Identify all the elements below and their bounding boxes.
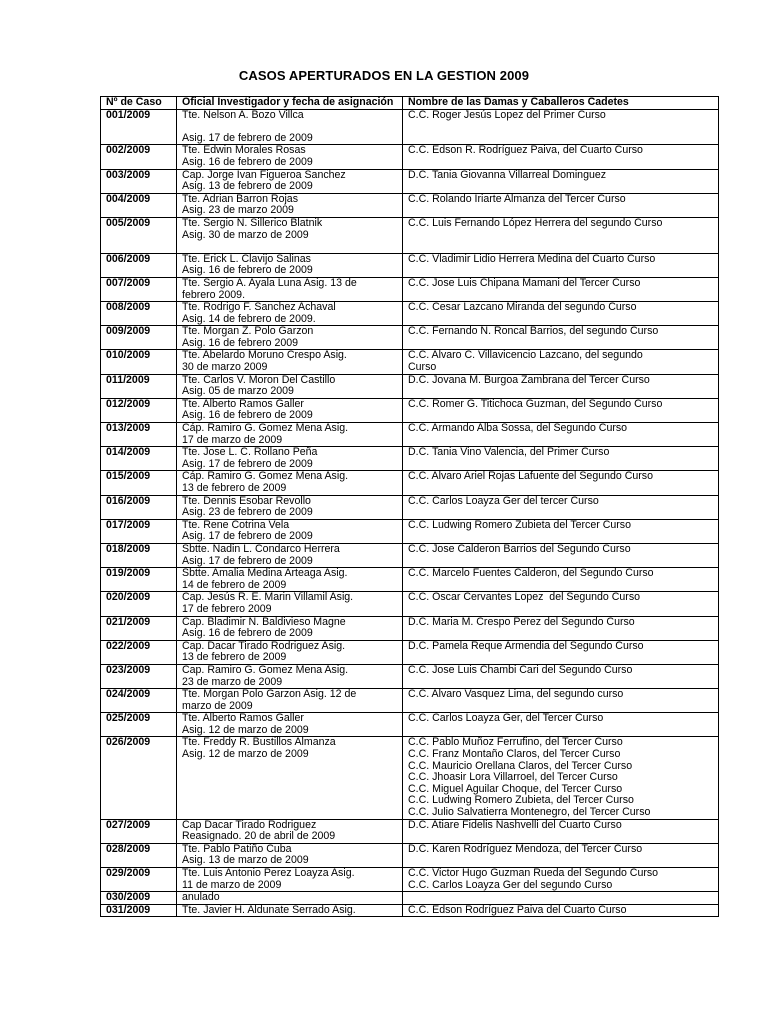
officer-line: Cap Dacar Tirado Rodriguez	[182, 819, 317, 831]
cadet-line: C.C. Carlos Loayza Ger, del Tercer Curso	[408, 713, 604, 725]
officer-line: Asig. 13 de marzo de 2009	[182, 855, 309, 867]
officer-cell	[177, 892, 403, 905]
cadet-line: C.C. Carlos Loayza Ger del segundo Curso	[408, 879, 613, 891]
case-number-cell: 028/2009	[101, 843, 177, 867]
cadet-line: C.C. Roger Jesús Lopez del Primer Curso	[408, 109, 606, 121]
header-line: asignación	[338, 96, 394, 108]
case-number-cell: 026/2009	[101, 737, 177, 819]
cadets-cell	[403, 217, 719, 253]
officer-line: Cap. Jorge Ivan Figueroa Sanchez	[182, 169, 346, 181]
officer-cell	[177, 374, 403, 398]
cadet-line: C.C. Ludwing Romero Zubieta del Tercer Curso	[408, 519, 631, 531]
officer-cell	[177, 109, 403, 145]
officer-line: Asig. 14 de febrero de 2009.	[182, 313, 316, 325]
officer-line: 30 de marzo 2009	[182, 362, 268, 374]
officer-line: Tte. Javier H. Aldunate Serrado Asig.	[182, 904, 356, 916]
officer-cell	[177, 819, 403, 843]
officer-line: Asig. 05 de marzo 2009	[182, 386, 294, 398]
officer-line: Tte. Sergio A. Ayala Luna Asig. 13 de	[182, 277, 357, 289]
table-row	[101, 471, 719, 495]
officer-cell	[177, 193, 403, 217]
cadets-cell	[403, 616, 719, 640]
case-number-cell: 003/2009	[101, 169, 177, 193]
case-number-cell: 020/2009	[101, 592, 177, 616]
table-row	[101, 277, 719, 301]
case-number-cell: 023/2009	[101, 664, 177, 688]
table-row	[101, 495, 719, 519]
officer-line: Asig. 17 de febrero de 2009	[182, 531, 313, 543]
cadet-line: D.C. Jovana M. Burgoa Zambrana del Tercer Curso	[408, 374, 650, 386]
cadets-cell	[403, 543, 719, 567]
cadets-cell	[403, 277, 719, 301]
case-number-cell: 004/2009	[101, 193, 177, 217]
officer-line: Tte. Adrian Barron Rojas	[182, 193, 298, 205]
table-row	[101, 169, 719, 193]
officer-cell	[177, 217, 403, 253]
table-row	[101, 423, 719, 447]
cadet-line: D.C. Atiare Fidelis Nashvelli del Cuarto Curso	[408, 819, 622, 831]
officer-cell	[177, 868, 403, 892]
officer-cell	[177, 350, 403, 374]
case-number-cell: 018/2009	[101, 543, 177, 567]
table-row	[101, 145, 719, 169]
officer-line: 17 de febrero 2009	[182, 603, 272, 615]
case-number-cell: 010/2009	[101, 350, 177, 374]
cadets-cell	[403, 592, 719, 616]
table-row	[101, 217, 719, 253]
table-row	[101, 843, 719, 867]
table-row	[101, 737, 719, 819]
document-title: CASOS APERTURADOS EN LA GESTION 2009	[238, 68, 530, 83]
cadets-cell	[403, 326, 719, 350]
officer-line	[182, 241, 402, 253]
table-row	[101, 819, 719, 843]
cadet-line: C.C. Jose Luis Chambi Cari del Segundo Curso	[408, 664, 633, 676]
case-number-cell: 012/2009	[101, 398, 177, 422]
table-row	[101, 193, 719, 217]
table-row	[101, 109, 719, 145]
officer-line: Cap. Ramiro G. Gomez Mena Asig.	[182, 664, 349, 676]
table-row	[101, 326, 719, 350]
table-row	[101, 904, 719, 917]
table-row	[101, 374, 719, 398]
case-number-cell: 016/2009	[101, 495, 177, 519]
case-number-cell: 024/2009	[101, 689, 177, 713]
case-number-cell: 031/2009	[101, 904, 177, 917]
cadets-cell	[403, 109, 719, 145]
cadet-line	[408, 892, 718, 904]
officer-cell	[177, 616, 403, 640]
cadet-line: C.C. Mauricio Orellana Claros, del Tercer Curso	[408, 760, 633, 772]
officer-line: Tte. Rene Cotrina Vela	[182, 519, 290, 531]
cadet-line: C.C. Rolando Iriarte Almanza del Tercer Curso	[408, 193, 626, 205]
officer-line: Cáp. Ramiro G. Gomez Mena Asig.	[182, 423, 349, 435]
officer-line: anulado	[182, 892, 220, 904]
cadets-cell	[403, 664, 719, 688]
officer-cell	[177, 904, 403, 917]
table-row	[101, 892, 719, 905]
table-row	[101, 616, 719, 640]
cadet-line: D.C. Pamela Reque Armendia del Segundo Curso	[408, 640, 644, 652]
cadet-line: C.C. Oscar Cervantes Lopez del Segundo Curso	[408, 592, 641, 604]
officer-line: 14 de febrero de 2009	[182, 579, 287, 591]
case-number-cell: 030/2009	[101, 892, 177, 905]
cadets-cell	[403, 843, 719, 867]
header-cadets	[403, 97, 719, 110]
cadets-cell	[403, 713, 719, 737]
table-row	[101, 543, 719, 567]
cadet-line: D.C. Tania Vino Valencia, del Primer Curso	[408, 447, 610, 459]
case-number-cell: 019/2009	[101, 568, 177, 592]
case-number-cell: 009/2009	[101, 326, 177, 350]
cadets-cell	[403, 398, 719, 422]
officer-line: Tte. Edwin Morales Rosas	[182, 145, 306, 157]
cadets-cell	[403, 892, 719, 905]
cadets-cell	[403, 423, 719, 447]
case-number-cell: 005/2009	[101, 217, 177, 253]
officer-cell	[177, 447, 403, 471]
officer-line: marzo de 2009	[182, 700, 253, 712]
officer-line: Cáp. Ramiro G. Gomez Mena Asig.	[182, 471, 349, 483]
cases-table	[100, 96, 719, 917]
cadet-line: C.C. Julio Salvatierra Montenegro, del Tercer Curso	[408, 807, 651, 819]
table-header-row	[101, 97, 719, 110]
cadet-line: C.C. Marcelo Fuentes Calderon, del Segundo Curso	[408, 568, 654, 580]
cadet-line: C.C. Alvaro Ariel Rojas Lafuente del Segundo Curso	[408, 471, 653, 483]
officer-line: Tte. Erick L. Clavijo Salinas	[182, 253, 311, 265]
officer-cell	[177, 568, 403, 592]
table-row	[101, 253, 719, 277]
cadets-cell	[403, 868, 719, 892]
officer-line: Tte. Nelson A. Bozo Villca	[182, 109, 304, 121]
header-case-number	[101, 97, 177, 110]
cadet-line: C.C. Armando Alba Sossa, del Segundo Curso	[408, 423, 628, 435]
officer-line: Cap. Bladimir N. Baldivieso Magne	[182, 616, 346, 628]
officer-line: Tte. Dennis Esobar Revollo	[182, 495, 311, 507]
cadets-cell	[403, 904, 719, 917]
officer-line: 23 de marzo de 2009	[182, 676, 283, 688]
officer-cell	[177, 169, 403, 193]
officer-cell	[177, 495, 403, 519]
officer-line: Sbtte. Amalia Medina Arteaga Asig.	[182, 568, 348, 580]
table-row	[101, 713, 719, 737]
cadet-line: C.C. Ludwing Romero Zubieta, del Tercer Curso	[408, 795, 634, 807]
header-line: Nº de	[106, 96, 133, 108]
officer-line: Tte. Alberto Ramos Galler	[182, 713, 304, 725]
officer-line: Sbtte. Nadin L. Condarco Herrera	[182, 543, 340, 555]
table-row	[101, 519, 719, 543]
officer-line: Asig. 12 de marzo de 2009	[182, 724, 309, 736]
cadet-line: C.C. Jose Luis Chipana Mamani del Tercer Curso	[408, 277, 641, 289]
officer-line: Tte. Pablo Patiño Cuba	[182, 843, 292, 855]
cadet-line: C.C. Cesar Lazcano Miranda del segundo Curso	[408, 302, 637, 314]
officer-line: Cap. Dacar Tirado Rodriguez Asig.	[182, 640, 346, 652]
officer-line: 17 de marzo de 2009	[182, 434, 283, 446]
cadet-line: C.C. Luis Fernando López Herrera del segundo Curso	[408, 217, 663, 229]
table-row	[101, 868, 719, 892]
cadets-cell	[403, 169, 719, 193]
cadet-line: C.C. Edson Rodríguez Paiva del Cuarto Curso	[408, 904, 627, 916]
officer-line: Asig. 16 de febrero de 2009	[182, 410, 313, 422]
table-row	[101, 398, 719, 422]
case-number-cell: 007/2009	[101, 277, 177, 301]
officer-line: Asig. 17 de febrero de 2009	[182, 132, 313, 144]
officer-cell	[177, 253, 403, 277]
table-row	[101, 592, 719, 616]
case-number-cell: 027/2009	[101, 819, 177, 843]
case-number-cell: 013/2009	[101, 423, 177, 447]
table-row	[101, 689, 719, 713]
officer-line: 13 de febrero de 2009	[182, 483, 287, 494]
cadet-line: C.C. Carlos Loayza Ger del tercer Curso	[408, 495, 599, 507]
officer-line: Asig. 13 de febrero de 2009	[182, 181, 313, 193]
cadet-line: C.C. Victor Hugo Guzman Rueda del Segundo Curso	[408, 868, 659, 879]
case-number-cell: 014/2009	[101, 447, 177, 471]
officer-cell	[177, 592, 403, 616]
officer-line: Asig. 16 de febrero 2009	[182, 337, 299, 349]
cadets-cell	[403, 495, 719, 519]
cadets-cell	[403, 350, 719, 374]
officer-line: Tte. Alberto Ramos Galler	[182, 398, 304, 410]
officer-line: Asig. 16 de febrero de 2009	[182, 265, 313, 277]
case-number-cell: 011/2009	[101, 374, 177, 398]
officer-line: Asig. 23 de marzo 2009	[182, 205, 294, 217]
officer-line: Asig. 30 de marzo de 2009	[182, 229, 309, 241]
cadets-cell	[403, 447, 719, 471]
cadet-line: C.C. Franz Montaño Claros, del Tercer Curso	[408, 749, 621, 761]
officer-line: 13 de febrero de 2009	[182, 652, 287, 664]
officer-cell	[177, 737, 403, 819]
case-number-cell: 029/2009	[101, 868, 177, 892]
cadets-cell	[403, 253, 719, 277]
officer-line: 11 de marzo de 2009	[182, 879, 282, 891]
officer-line: febrero 2009.	[182, 289, 246, 301]
case-number-cell: 008/2009	[101, 302, 177, 326]
table-row	[101, 447, 719, 471]
officer-line: Tte. Morgan Polo Garzon Asig. 12 de	[182, 689, 357, 701]
officer-line: Tte. Freddy R. Bustillos Almanza	[182, 737, 336, 749]
officer-line: Asig. 16 de febrero de 2009	[182, 156, 313, 168]
cadets-cell	[403, 193, 719, 217]
officer-cell	[177, 326, 403, 350]
cadet-line: D.C. Tania Giovanna Villarreal Dominguez	[408, 169, 607, 181]
officer-cell	[177, 302, 403, 326]
officer-cell	[177, 145, 403, 169]
cadet-line: C.C. Edson R. Rodríguez Paiva, del Cuarto Curso	[408, 145, 643, 157]
table-row	[101, 350, 719, 374]
officer-line: Asig. 17 de febrero de 2009	[182, 458, 313, 470]
cadet-line: Curso	[408, 362, 437, 374]
cadet-line: C.C. Romer G. Titichoca Guzman, del Segundo Curso	[408, 398, 663, 410]
cadets-cell	[403, 471, 719, 495]
case-number-cell: 025/2009	[101, 713, 177, 737]
officer-line: Tte. Carlos V. Moron Del Castillo	[182, 374, 336, 386]
cadets-cell	[403, 568, 719, 592]
officer-line: Tte. Jose L. C. Rollano Peña	[182, 447, 318, 459]
cadet-line: C.C. Miguel Aguilar Choque, del Tercer Curso	[408, 783, 623, 795]
case-number-cell: 002/2009	[101, 145, 177, 169]
case-number-cell: 022/2009	[101, 640, 177, 664]
officer-line: Tte. Sergio N. Sillerico Blatnik	[182, 217, 323, 229]
cadet-line: C.C. Vladimir Lidio Herrera Medina del Cuarto Curso	[408, 253, 656, 265]
cadets-cell	[403, 145, 719, 169]
cadet-line: C.C. Jose Calderon Barrios del Segundo Curso	[408, 543, 631, 555]
table-row	[101, 302, 719, 326]
table-row	[101, 640, 719, 664]
case-number-cell: 015/2009	[101, 471, 177, 495]
cadet-line: C.C. Alvaro Vasquez Lima, del segundo curso	[408, 689, 624, 701]
case-number-cell: 021/2009	[101, 616, 177, 640]
officer-cell	[177, 398, 403, 422]
cadet-line: C.C. Jhoasir Lora Villarroel, del Tercer Curso	[408, 772, 618, 784]
officer-line: Tte. Abelardo Moruno Crespo Asig.	[182, 350, 347, 362]
officer-line: Asig. 12 de marzo de 2009	[182, 749, 309, 761]
officer-cell	[177, 471, 403, 495]
officer-line: Asig. 17 de febrero de 2009	[182, 555, 313, 567]
cadet-line: C.C. Fernando N. Roncal Barrios, del segundo Curso	[408, 326, 659, 338]
cadets-cell	[403, 689, 719, 713]
officer-cell	[177, 519, 403, 543]
table-row	[101, 568, 719, 592]
officer-cell	[177, 423, 403, 447]
officer-line: Tte. Morgan Z. Polo Garzon	[182, 326, 314, 338]
officer-cell	[177, 689, 403, 713]
header-line: Nombre de las Damas y Caballeros Cadetes	[408, 96, 629, 108]
cadet-line: D.C. Maria M. Crespo Perez del Segundo Curso	[408, 616, 635, 628]
officer-cell	[177, 713, 403, 737]
officer-cell	[177, 843, 403, 867]
officer-cell	[177, 277, 403, 301]
officer-line: Cap. Jesús R. E. Marin Villamil Asig.	[182, 592, 354, 604]
cadet-line: C.C. Alvaro C. Villavicencio Lazcano, del segundo	[408, 350, 643, 362]
officer-cell	[177, 543, 403, 567]
officer-line: Tte. Rodrigo F. Sanchez Achaval	[182, 302, 336, 314]
case-number-cell: 017/2009	[101, 519, 177, 543]
header-line: Oficial Investigador y fecha de	[182, 96, 336, 108]
officer-cell	[177, 640, 403, 664]
officer-line	[182, 121, 402, 133]
cadets-cell	[403, 374, 719, 398]
officer-line: Asig. 23 de febrero de 2009	[182, 507, 313, 519]
case-number-cell: 001/2009	[101, 109, 177, 145]
table-row	[101, 664, 719, 688]
cadets-cell	[403, 819, 719, 843]
officer-line: Reasignado. 20 de abril de 2009	[182, 831, 336, 843]
header-officer	[177, 97, 403, 110]
officer-line: Tte. Luis Antonio Perez Loayza Asig.	[182, 868, 355, 879]
cadets-cell	[403, 640, 719, 664]
cadets-cell	[403, 737, 719, 819]
officer-line: Asig. 16 de febrero de 2009	[182, 628, 313, 640]
header-line: Caso	[135, 96, 162, 108]
cadet-line: C.C. Pablo Muñoz Ferrufino, del Tercer Curso	[408, 737, 623, 749]
cadets-cell	[403, 519, 719, 543]
officer-cell	[177, 664, 403, 688]
cadets-cell	[403, 302, 719, 326]
cadet-line: D.C. Karen Rodríguez Mendoza, del Tercer Curso	[408, 843, 643, 855]
case-number-cell: 006/2009	[101, 253, 177, 277]
